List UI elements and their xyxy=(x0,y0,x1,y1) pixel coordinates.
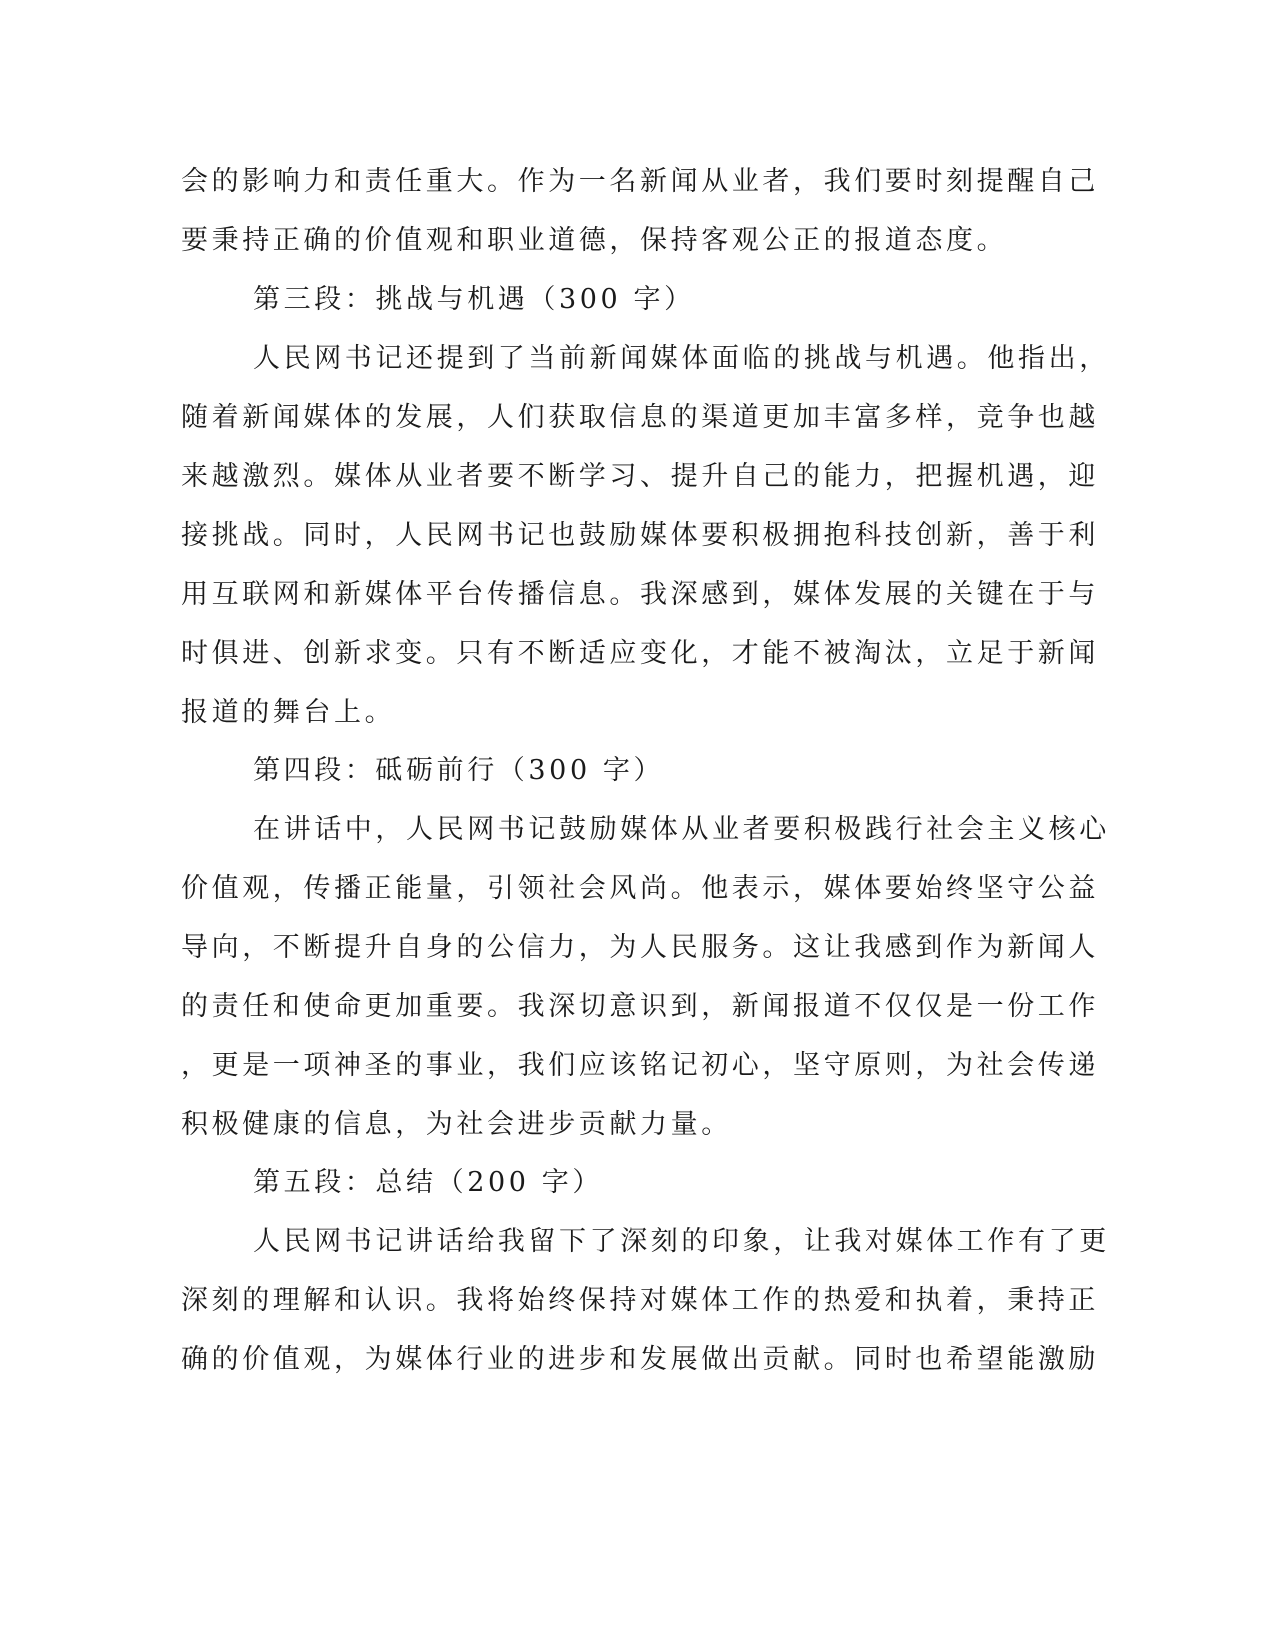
text-line: ，更是一项神圣的事业，我们应该铭记初心，坚守原则，为社会传递 xyxy=(181,1050,1099,1081)
text-line: 随着新闻媒体的发展，人们获取信息的渠道更加丰富多样，竞争也越 xyxy=(181,402,1099,433)
text-line: 来越激烈。媒体从业者要不断学习、提升自己的能力，把握机遇，迎 xyxy=(181,461,1099,492)
text-line: 会的影响力和责任重大。作为一名新闻从业者，我们要时刻提醒自己 xyxy=(181,166,1099,197)
text-line: 的责任和使命更加重要。我深切意识到，新闻报道不仅仅是一份工作 xyxy=(181,991,1099,1022)
paragraph-first-line: 人民网书记还提到了当前新闻媒体面临的挑战与机遇。他指出， xyxy=(253,343,1110,374)
text-line: 导向，不断提升自身的公信力，为人民服务。这让我感到作为新闻人 xyxy=(181,932,1099,963)
text-line: 积极健康的信息，为社会进步贡献力量。 xyxy=(181,1109,732,1140)
text-line: 时俱进、创新求变。只有不断适应变化，才能不被淘汰，立足于新闻 xyxy=(181,638,1099,669)
section-heading: 第三段：挑战与机遇（300 字） xyxy=(253,284,695,315)
text-line: 深刻的理解和认识。我将始终保持对媒体工作的热爱和执着，秉持正 xyxy=(181,1285,1099,1316)
text-line: 报道的舞台上。 xyxy=(181,697,396,728)
text-line: 价值观，传播正能量，引领社会风尚。他表示，媒体要始终坚守公益 xyxy=(181,873,1099,904)
text-line: 用互联网和新媒体平台传播信息。我深感到，媒体发展的关键在于与 xyxy=(181,579,1099,610)
text-line: 确的价值观，为媒体行业的进步和发展做出贡献。同时也希望能激励 xyxy=(181,1344,1099,1375)
section-heading: 第四段：砥砺前行（300 字） xyxy=(253,755,665,786)
text-line: 接挑战。同时，人民网书记也鼓励媒体要积极拥抱科技创新，善于利 xyxy=(181,520,1099,551)
section-heading: 第五段：总结（200 字） xyxy=(253,1167,603,1198)
paragraph-first-line: 人民网书记讲话给我留下了深刻的印象，让我对媒体工作有了更 xyxy=(253,1226,1110,1257)
text-line: 要秉持正确的价值观和职业道德，保持客观公正的报道态度。 xyxy=(181,225,1008,256)
paragraph-first-line: 在讲话中，人民网书记鼓励媒体从业者要积极践行社会主义核心 xyxy=(253,814,1110,845)
